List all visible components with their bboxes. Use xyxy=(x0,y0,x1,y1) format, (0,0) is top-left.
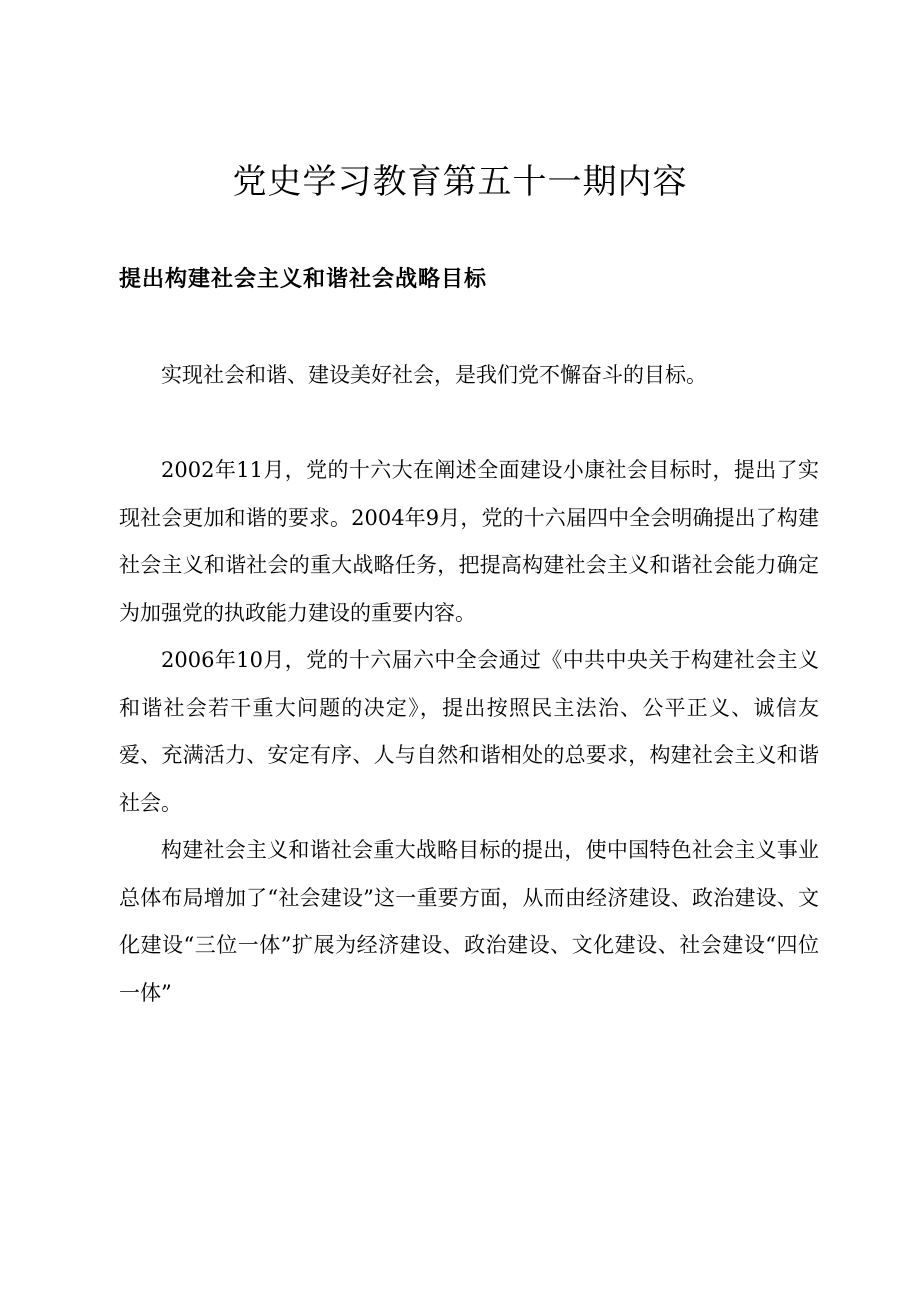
lead-paragraph: 实现社会和谐、建设美好社会，是我们党不懈奋斗的目标。 xyxy=(161,363,707,387)
body-paragraphs xyxy=(119,447,819,1017)
body-paragraph-3: 构建社会主义和谐社会重大战略目标的提出，使中国特色社会主义事业总体布局增加了“社会建设”这一重要方面，从而由经济建设、政治建设、文化建设“三位一体”扩展为经济建设、政治建设、文化建设、社会建设“四位一体” xyxy=(119,838,819,1005)
body-paragraph-1: 2002年11月，党的十六大在阐述全面建设小康社会目标时，提出了实现社会更加和谐的要求。2004年9月，党的十六届四中全会明确提出了构建社会主义和谐社会的重大战略任务，把提高构建社会主义和谐社会能力确定为加强党的执政能力建设的重要内容。 xyxy=(119,458,819,625)
body-paragraph-2: 2006年10月，党的十六届六中全会通过《中共中央关于构建社会主义和谐社会若干重大问题的决定》，提出按照民主法治、公平正义、诚信友爱、充满活力、安定有序、人与自然和谐相处的总要求，构建社会主义和谐社会。 xyxy=(119,648,819,815)
lead-paragraph-block xyxy=(119,352,819,400)
document-title: 党史学习教育第五十一期内容 xyxy=(232,162,688,202)
document-subtitle: 提出构建社会主义和谐社会战略目标 xyxy=(119,267,488,292)
